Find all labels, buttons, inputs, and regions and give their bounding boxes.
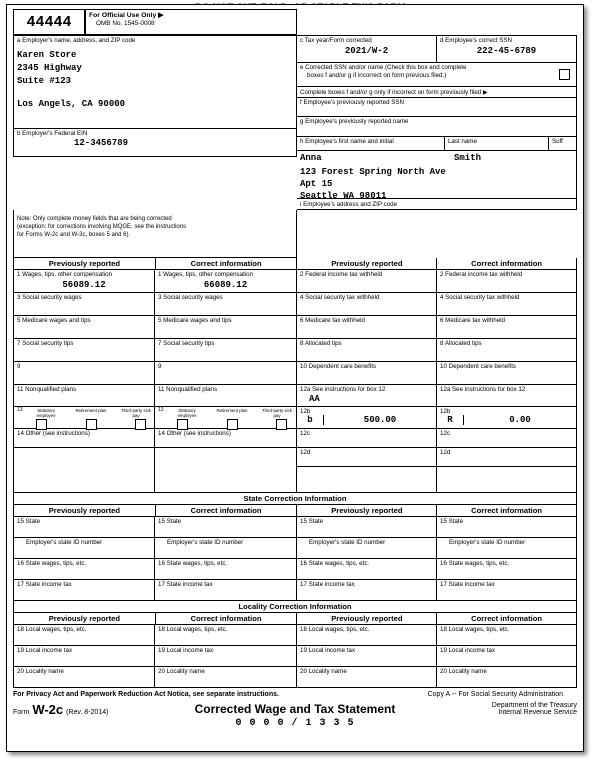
box1-corr-label: 1 Wages, tips, other compensation <box>158 271 254 278</box>
state15-prev-1-label: 15 State <box>17 518 41 525</box>
box8-prev-label: 8 Allocated tips <box>300 340 342 347</box>
box6-corr-label: 6 Medicare tax withheld <box>440 317 506 324</box>
box1-prev-label: 1 Wages, tips, other compensation <box>17 271 113 278</box>
employee-address-line1: 123 Forest Spring North Ave <box>300 167 446 177</box>
loc18-corr-1[interactable] <box>155 625 297 646</box>
copy-a-notice: Copy A -- For Social Security Administration <box>427 691 563 698</box>
money-row-8 <box>13 429 577 448</box>
form-revision-label: (Rev. 8-2014) <box>66 709 109 716</box>
box3-prev[interactable] <box>13 293 155 316</box>
loc18-corr-1-label: 18 Local wages, tips, etc. <box>158 626 228 633</box>
box-d-label: d Employee's correct SSN <box>440 37 513 44</box>
box14-prev[interactable] <box>13 429 155 448</box>
box-b-label: b Employer's Federal EIN <box>17 130 88 137</box>
w2c-form-sheet <box>6 4 584 752</box>
form-name-label: W-2c <box>32 702 64 717</box>
box12b-prev[interactable] <box>297 407 437 429</box>
box5-prev-label: 5 Medicare wages and tips <box>17 317 91 324</box>
box12a-corr-label: 12a See instructions for box 12 <box>440 386 526 393</box>
money-row-7 <box>13 407 577 429</box>
box12c-corr-label: 12c <box>440 430 450 437</box>
employee-name-address-box[interactable] <box>297 151 577 199</box>
loc20-corr-2-label: 20 Locality name <box>440 668 487 675</box>
form-code-box <box>13 9 85 35</box>
box-h-first-name-label-cell <box>297 137 445 151</box>
box9-prev[interactable] <box>13 362 155 385</box>
tax-year-value: 2021/W-2 <box>344 46 389 56</box>
state16-prev-2[interactable] <box>297 559 437 580</box>
privacy-act-notice: For Privacy Act and Paperwork Reduction Act Notica, see separate instructions. <box>13 691 279 698</box>
box-d-correct-ssn[interactable] <box>437 35 577 63</box>
form-control-number: 0 0 0 0 / 1 3 3 5 <box>235 718 355 729</box>
box12b-prev-label: 12b <box>300 408 311 415</box>
box2-prev[interactable] <box>297 270 437 293</box>
box3-corr-label: 3 Social security wages <box>158 294 223 301</box>
money-row-5 <box>13 362 577 385</box>
form-title: Corrected Wage and Tax Statement <box>194 702 396 716</box>
box-fg-note <box>297 87 577 98</box>
stateid-prev-2[interactable] <box>297 538 437 559</box>
state15-corr-1[interactable] <box>155 517 297 538</box>
loc19-prev-1-label: 19 Local income tax <box>17 647 73 654</box>
note-line3: for Forms W-2c and W-3c, boxes 5 and 6). <box>17 232 131 239</box>
loc-band-corr-2: Correct information <box>437 613 577 625</box>
box12-corr-tail[interactable] <box>437 467 577 493</box>
state16-corr-2[interactable] <box>437 559 577 580</box>
employee-address-line3: Seattle WA 98011 <box>300 191 387 201</box>
stateid-corr-1-label: Employer's state ID number <box>167 539 244 546</box>
box1-corr-value: 66089.12 <box>203 280 248 290</box>
state-row-17 <box>13 580 577 601</box>
note-line1: Note: Only complete money fields that are being corrected <box>17 216 172 222</box>
box12b-prev-code: b <box>307 415 313 425</box>
note-row <box>13 210 577 258</box>
box9-corr[interactable] <box>155 362 297 385</box>
box12d-prev[interactable] <box>297 448 437 467</box>
box-c-label: c Tax year/Form corrected <box>300 37 372 44</box>
money-row-9 <box>13 448 577 467</box>
box6-corr[interactable] <box>437 316 577 339</box>
footer-notice-row <box>13 688 577 698</box>
state-band-header <box>13 505 577 517</box>
box3-corr[interactable] <box>155 293 297 316</box>
box12b-corr-code: R <box>447 415 453 425</box>
box14-prev-cont[interactable] <box>13 448 155 467</box>
box2-corr[interactable] <box>437 270 577 293</box>
stateid-prev-1-label: Employer's state ID number <box>26 539 103 546</box>
box2-prev-label: 2 Federal income tax withheld <box>300 271 383 278</box>
state-row-15 <box>13 517 577 538</box>
note-right-spacer <box>297 210 577 258</box>
box10-corr[interactable] <box>437 362 577 385</box>
loc-band-corr-1: Correct information <box>156 613 298 625</box>
box7-prev[interactable] <box>13 339 155 362</box>
box1-prev-value: 56089.12 <box>62 280 106 290</box>
box-c-d-row <box>297 35 577 63</box>
box14-corr[interactable] <box>155 429 297 448</box>
corrected-ssn-checkbox[interactable] <box>559 69 570 80</box>
box13-corr-ret-label: Retirement plan <box>216 408 248 413</box>
employee-first-name: Anna <box>300 153 322 163</box>
money-row-2 <box>13 293 577 316</box>
box14-prev-label: 14 Other (see instructions) <box>17 430 90 437</box>
money-row-1 <box>13 270 577 293</box>
box7-corr[interactable] <box>155 339 297 362</box>
box6-prev-label: 6 Medicare tax withheld <box>300 317 366 324</box>
box14-corr-cont[interactable] <box>155 448 297 467</box>
box-h-row <box>297 137 577 151</box>
footer-row <box>13 698 577 729</box>
box-fg-note-label: Complete boxes f and/or g only if incorrect on form previously filed ▶ <box>300 88 488 96</box>
suffix-label: Suff <box>552 138 563 145</box>
box12b-prev-amount: 500.00 <box>363 415 397 425</box>
box-e-label-line1: e Corrected SSN and/or name (Check this box and complete <box>300 64 467 71</box>
box7-prev-label: 7 Social security tips <box>17 340 74 347</box>
box7-corr-label: 7 Social security tips <box>158 340 215 347</box>
box6-prev[interactable] <box>297 316 437 339</box>
box4-prev-label: 4 Social security tax withheld <box>300 294 380 301</box>
loc18-prev-1[interactable] <box>13 625 155 646</box>
employee-address-line2: Apt 15 <box>300 179 333 189</box>
loc18-prev-1-label: 18 Local wages, tips, etc. <box>17 626 87 633</box>
state-band-prev-1: Previously reported <box>13 505 156 517</box>
last-name-label-cell <box>445 137 549 151</box>
box-b-ein[interactable] <box>13 129 297 157</box>
loc19-corr-2[interactable] <box>437 646 577 667</box>
loc20-corr-1-label: 20 Locality name <box>158 668 205 675</box>
box13-prev-label: 13 <box>17 407 23 413</box>
box-a-employer[interactable] <box>13 35 297 129</box>
loc20-prev-1-label: 20 Locality name <box>17 668 64 675</box>
box12a-prev-code: AA <box>309 394 320 404</box>
loc20-corr-2[interactable] <box>437 667 577 688</box>
locality-row-18 <box>13 625 577 646</box>
box13-prev-stat-label: Statutory employee <box>36 408 56 418</box>
agency-block <box>427 702 577 716</box>
box12-prev-tail[interactable] <box>297 467 437 493</box>
employer-name: Karen Store <box>17 50 77 60</box>
note-box <box>13 210 297 258</box>
box14-prev-tail[interactable] <box>13 467 155 493</box>
box9-corr-label: 9 <box>158 363 162 370</box>
box8-corr-label: 8 Allocated tips <box>440 340 482 347</box>
locality-correction-title: Locality Correction Information <box>13 601 577 613</box>
box5-corr-label: 5 Medicare wages and tips <box>158 317 232 324</box>
box12c-corr[interactable] <box>437 429 577 448</box>
box4-prev[interactable] <box>297 293 437 316</box>
state17-prev-1-label: 17 State income tax <box>17 581 72 588</box>
money-row-10 <box>13 467 577 493</box>
box12d-prev-label: 12d <box>300 449 311 456</box>
loc19-corr-1-label: 19 Local income tax <box>158 647 214 654</box>
box-f-label: f Employee's previously reported SSN <box>300 99 405 106</box>
box-i-label-cell <box>297 199 577 210</box>
locality-row-20 <box>13 667 577 688</box>
box4-corr-label: 4 Social security tax withheld <box>440 294 520 301</box>
box13-corr[interactable] <box>155 407 297 429</box>
state15-prev-1[interactable] <box>13 517 155 538</box>
box10-prev[interactable] <box>297 362 437 385</box>
box11-prev-label: 11 Nonqualified plans <box>17 386 77 393</box>
loc18-corr-2-label: 18 Local wages, tips, etc. <box>440 626 510 633</box>
state15-corr-2-label: 15 State <box>440 518 464 525</box>
box12d-corr[interactable] <box>437 448 577 467</box>
loc20-prev-2-label: 20 Locality name <box>300 668 347 675</box>
box8-prev[interactable] <box>297 339 437 362</box>
suffix-label-cell <box>549 137 577 151</box>
box-e-corrected-ssn-name[interactable] <box>297 63 577 87</box>
box5-corr[interactable] <box>155 316 297 339</box>
box12c-prev[interactable] <box>297 429 437 448</box>
box1-corr[interactable] <box>155 270 297 293</box>
state17-corr-1-label: 17 State income tax <box>158 581 213 588</box>
loc19-prev-2-label: 19 Local income tax <box>300 647 356 654</box>
box11-corr-label: 11 Nonqualified plans <box>158 386 218 393</box>
loc20-prev-1[interactable] <box>13 667 155 688</box>
stateid-prev-1[interactable] <box>13 538 155 559</box>
state-correction-title: State Correction Information <box>13 493 577 505</box>
state-row-id <box>13 538 577 559</box>
box-c-tax-year[interactable] <box>297 35 437 63</box>
form-title-block <box>163 702 427 729</box>
loc19-prev-2[interactable] <box>297 646 437 667</box>
box12a-prev[interactable] <box>297 385 437 407</box>
box14-corr-tail[interactable] <box>155 467 297 493</box>
band-corr-1: Correct information <box>156 258 298 270</box>
loc19-corr-1[interactable] <box>155 646 297 667</box>
state17-prev-2[interactable] <box>297 580 437 601</box>
state-band-corr-1: Correct information <box>156 505 298 517</box>
loc18-prev-2-label: 18 Local wages, tips, etc. <box>300 626 370 633</box>
employer-ein: 12-3456789 <box>74 138 129 148</box>
box12d-corr-label: 12d <box>440 449 451 456</box>
state-band-corr-2: Correct information <box>437 505 577 517</box>
form-word-label: Form <box>13 709 30 716</box>
correct-ssn-value: 222-45-6789 <box>476 46 537 56</box>
box10-corr-label: 10 Dependent care benefits <box>440 363 517 370</box>
box13-prev-third-label: Third-party sick pay <box>120 408 151 418</box>
box-h-label: h Employee's first name and initial <box>300 138 394 145</box>
form-top-row <box>13 9 577 35</box>
box13-corr-third-label: Third-party sick pay <box>261 408 292 418</box>
loc-band-prev-1: Previously reported <box>13 613 156 625</box>
box12b-corr-amount: 0.00 <box>509 415 531 425</box>
official-use-box <box>85 9 297 35</box>
box3-prev-label: 3 Social security wages <box>17 294 82 301</box>
official-use-label: For Official Use Only ▶ <box>89 12 164 19</box>
money-grid <box>13 270 577 493</box>
state17-prev-2-label: 17 State income tax <box>300 581 355 588</box>
box12c-prev-label: 12c <box>300 430 310 437</box>
box5-prev[interactable] <box>13 316 155 339</box>
box-g-prev-name[interactable] <box>297 117 577 137</box>
employer-city-state-zip: Los Angels, CA 90000 <box>17 99 126 109</box>
locality-band-header <box>13 613 577 625</box>
loc18-prev-2[interactable] <box>297 625 437 646</box>
loc20-prev-2[interactable] <box>297 667 437 688</box>
state15-corr-1-label: 15 State <box>158 518 182 525</box>
box4-corr[interactable] <box>437 293 577 316</box>
band-prev-2: Previously reported <box>297 258 437 270</box>
state16-prev-2-label: 16 State wages, tips, etc. <box>300 560 370 567</box>
box12a-prev-label: 12a See instructions for box 12 <box>300 386 386 393</box>
state16-corr-1-label: 16 State wages, tips, etc. <box>158 560 228 567</box>
irs-label: Internal Revenue Service <box>498 709 577 716</box>
stateid-prev-2-label: Employer's state ID number <box>309 539 386 546</box>
state16-prev-1[interactable] <box>13 559 155 580</box>
loc-band-prev-2: Previously reported <box>297 613 437 625</box>
box10-prev-label: 10 Dependent care benefits <box>300 363 377 370</box>
note-line2: (exception: for corrections involving MQGE, see the instructions <box>17 224 187 231</box>
box9-prev-label: 9 <box>17 363 21 370</box>
box12b-corr-label: 12b <box>440 408 451 415</box>
state-row-16 <box>13 559 577 580</box>
department-treasury-label: Department of the Treasury <box>491 702 577 709</box>
state17-corr-2-label: 17 State income tax <box>440 581 495 588</box>
employer-address2: Suite #123 <box>17 76 72 86</box>
loc18-corr-2[interactable] <box>437 625 577 646</box>
money-band-header <box>13 258 577 270</box>
form-code: 44444 <box>26 13 72 31</box>
state16-corr-2-label: 16 State wages, tips, etc. <box>440 560 510 567</box>
box13-corr-label: 13 <box>158 407 164 413</box>
money-row-4 <box>13 339 577 362</box>
top-spacer <box>297 9 577 35</box>
state17-corr-2[interactable] <box>437 580 577 601</box>
state17-prev-1[interactable] <box>13 580 155 601</box>
omb-number: OMB No. 1545-0008 <box>96 20 155 27</box>
box13-prev[interactable] <box>13 407 155 429</box>
state16-corr-1[interactable] <box>155 559 297 580</box>
last-name-label: Last name <box>448 138 477 145</box>
box8-corr[interactable] <box>437 339 577 362</box>
state16-prev-1-label: 16 State wages, tips, etc. <box>17 560 87 567</box>
box13-prev-ret-label: Retirement plan <box>75 408 107 413</box>
band-corr-2: Correct information <box>437 258 577 270</box>
stateid-corr-1[interactable] <box>155 538 297 559</box>
loc20-corr-1[interactable] <box>155 667 297 688</box>
stateid-corr-2[interactable] <box>437 538 577 559</box>
state17-corr-1[interactable] <box>155 580 297 601</box>
box2-corr-label: 2 Federal income tax withheld <box>440 271 523 278</box>
state15-prev-2[interactable] <box>297 517 437 538</box>
box-a-label: a Employer's name, address, and ZIP code <box>17 37 136 44</box>
employee-last-name: Smith <box>454 153 482 163</box>
money-row-3 <box>13 316 577 339</box>
box11-prev[interactable] <box>13 385 155 407</box>
box14-corr-label: 14 Other (see instructions) <box>158 430 231 437</box>
loc19-corr-2-label: 19 Local income tax <box>440 647 496 654</box>
form-identifier <box>13 702 163 717</box>
employer-and-ssn-row <box>13 35 577 210</box>
state15-corr-2[interactable] <box>437 517 577 538</box>
box-e-label-line2: boxes f and/or g if incorrect on form previous filed.) <box>307 72 447 79</box>
box12b-corr[interactable] <box>437 407 577 429</box>
state15-prev-2-label: 15 State <box>300 518 324 525</box>
box-i-label: i Employee's address and ZIP code <box>300 200 398 208</box>
stateid-corr-2-label: Employer's state ID number <box>449 539 526 546</box>
box12a-corr[interactable] <box>437 385 577 407</box>
box11-corr[interactable] <box>155 385 297 407</box>
loc19-prev-1[interactable] <box>13 646 155 667</box>
employer-address1: 2345 Highway <box>17 63 82 73</box>
money-row-6 <box>13 385 577 407</box>
locality-row-19 <box>13 646 577 667</box>
state-band-prev-2: Previously reported <box>297 505 437 517</box>
band-prev-1: Previously reported <box>13 258 156 270</box>
box1-prev[interactable] <box>13 270 155 293</box>
box13-corr-stat-label: Statutory employee <box>177 408 197 418</box>
box-g-label: g Employee's previously reported name <box>300 118 409 125</box>
box-f-prev-ssn[interactable] <box>297 98 577 117</box>
